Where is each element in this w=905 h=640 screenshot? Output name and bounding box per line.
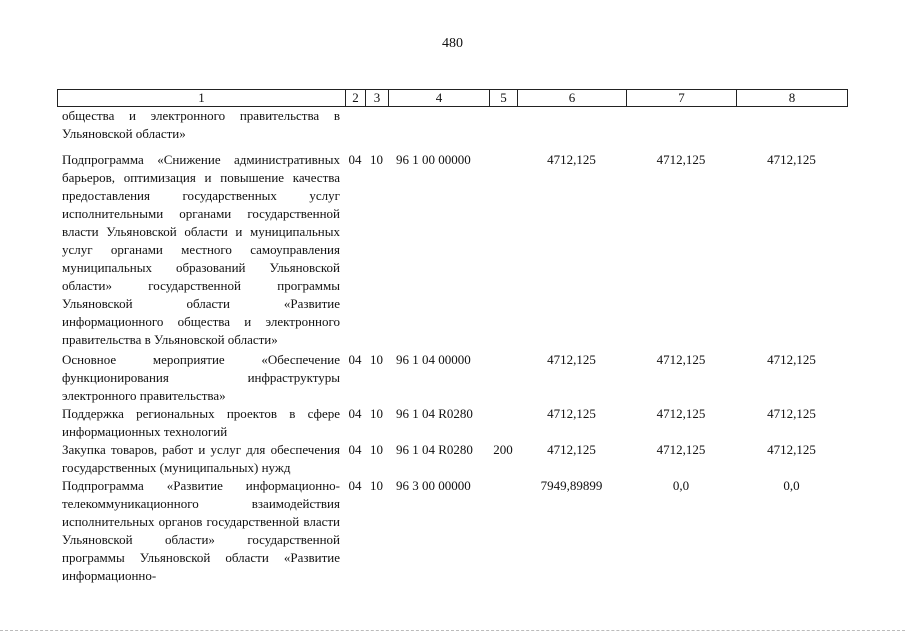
row-subsection: 10: [370, 442, 383, 457]
table-row: [57, 107, 847, 143]
table-row: [57, 477, 847, 585]
row-target-code: 96 1 00 00000: [396, 152, 471, 167]
row-subsection: 10: [370, 478, 383, 493]
row-description: Закупка товаров, работ и услуг для обеспечения государственных (муниципальных) нужд: [62, 442, 340, 475]
row-description: Поддержка региональных проектов в сфере информационных технологий: [62, 406, 340, 439]
header-col-2: 2: [346, 90, 366, 107]
row-description: Подпрограмма «Снижение административных барьеров, оптимизация и повышение качества предоставления государственных услуг исполнительными органами государственной власти Ульяновской области и муниципальных услуг органами местного самоуправления муниципальных образований Ульяновской области» государственной программы Ульяновской области «Развитие информационного общества и электронного правительства в Ульяновской области»: [62, 152, 340, 347]
row-value-7: 4712,125: [656, 442, 706, 457]
header-col-3: 3: [366, 90, 389, 107]
table-row: [57, 405, 847, 441]
row-value-6: 4712,125: [547, 352, 596, 367]
row-target-code: 96 1 04 R0280: [396, 406, 473, 421]
row-value-8: 4712,125: [767, 406, 816, 421]
row-section: 04: [348, 152, 362, 167]
header-col-8: 8: [737, 90, 848, 107]
row-description: Основное мероприятие «Обеспечение функционирования инфраструктуры электронного правительства»: [62, 352, 340, 403]
table-row: [57, 151, 847, 349]
header-col-7: 7: [627, 90, 737, 107]
row-section: 04: [348, 406, 362, 421]
row-value-8: 4712,125: [767, 152, 816, 167]
row-value-8: 4712,125: [767, 352, 816, 367]
row-value-7: 4712,125: [656, 352, 706, 367]
page-bottom-edge: [0, 630, 905, 631]
row-value-6: 4712,125: [547, 442, 596, 457]
row-value-8: 0,0: [783, 478, 800, 493]
page-number: 480: [442, 36, 463, 51]
row-value-7: 4712,125: [656, 406, 706, 421]
table-header: [57, 89, 848, 107]
row-value-7: 4712,125: [656, 152, 706, 167]
row-subsection: 10: [370, 406, 383, 421]
row-section: 04: [348, 478, 362, 493]
row-value-6: 4712,125: [547, 406, 596, 421]
row-target-code: 96 3 00 00000: [396, 478, 471, 493]
row-description: общества и электронного правительства в Ульяновской области»: [62, 108, 340, 141]
row-value-7: 0,0: [672, 478, 690, 493]
row-subsection: 10: [370, 152, 383, 167]
row-value-6: 4712,125: [547, 152, 596, 167]
row-target-code: 96 1 04 00000: [396, 352, 471, 367]
row-target-code: 96 1 04 R0280: [396, 442, 473, 457]
table-row: [57, 351, 847, 405]
row-description: Подпрограмма «Развитие информационно-телекоммуникационного взаимодействия исполнительных органов государственной власти Ульяновской области» государственной программы Ульяновской области «Развитие информационно-: [62, 478, 340, 583]
header-col-5: 5: [490, 90, 518, 107]
header-col-1: 1: [58, 90, 346, 107]
row-value-6: 7949,89899: [540, 478, 603, 493]
row-section: 04: [348, 442, 362, 457]
row-value-8: 4712,125: [767, 442, 816, 457]
header-col-4: 4: [389, 90, 490, 107]
table-row: [57, 441, 847, 477]
row-expense-type: 200: [493, 442, 513, 457]
row-subsection: 10: [370, 352, 383, 367]
table-body: [57, 107, 847, 585]
row-section: 04: [348, 352, 362, 367]
header-col-6: 6: [518, 90, 627, 107]
